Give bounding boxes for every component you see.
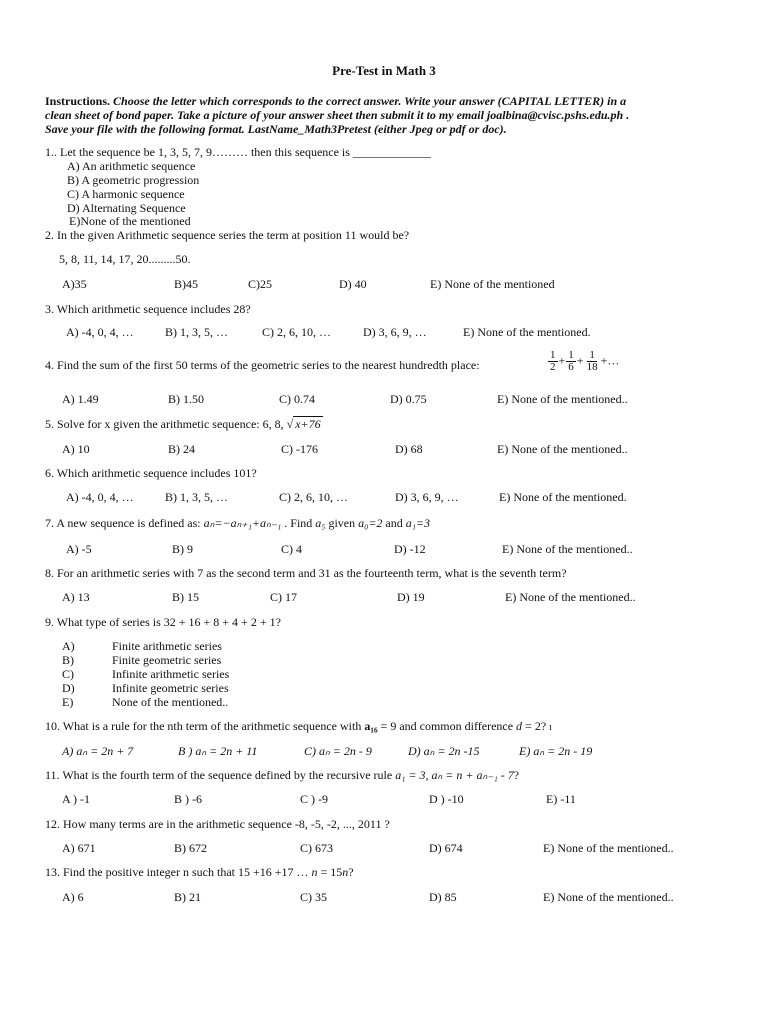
question-7-given-1: a₀=2 [358, 516, 383, 530]
question-6-option-e: E) None of the mentioned. [499, 490, 627, 504]
question-11-line [45, 768, 519, 782]
sqrt-symbol: √ [286, 417, 294, 431]
question-12-option-e: E) None of the mentioned.. [543, 841, 674, 855]
fraction-1-denominator: 2 [550, 361, 556, 373]
question-8-option-a: A) 13 [62, 590, 90, 604]
question-7-text-b: . Find [281, 516, 316, 530]
instructions-line-1 [45, 94, 626, 108]
question-11-option-e: E) -11 [546, 792, 576, 806]
plus-sign: + [576, 353, 584, 368]
question-4-option-c: C) 0.74 [279, 392, 315, 406]
question-1-option-a: A) An arithmetic sequence [67, 159, 196, 173]
question-1-option-c: C) A harmonic sequence [67, 187, 185, 201]
question-9-option-e: None of the mentioned.. [112, 695, 229, 709]
fraction-2-numerator: 1 [568, 349, 574, 361]
fraction-3-numerator: 1 [589, 349, 595, 361]
question-5-option-c: C) -176 [281, 442, 318, 456]
question-3-option-a: A) -4, 0, 4, … [66, 325, 134, 339]
question-7-option-b: B) 9 [172, 542, 193, 556]
question-9-option-d: Infinite geometric series [112, 681, 229, 695]
question-8-option-b: B) 15 [172, 590, 199, 604]
question-12-text: 12. How many terms are in the arithmetic sequence -8, -5, -2, ..., 2011 ? [45, 817, 390, 831]
question-13-option-d: D) 85 [429, 890, 457, 904]
question-11-option-b: B ) -6 [174, 792, 202, 806]
fraction-2 [566, 350, 576, 373]
question-7-option-c: C) 4 [281, 542, 302, 556]
question-4-option-e: E) None of the mentioned.. [497, 392, 628, 406]
question-4-option-b: B) 1.50 [168, 392, 204, 406]
question-5-text: 5. Solve for x given the arithmetic sequence: 6, 8, [45, 417, 284, 431]
question-13-variable-2: n [342, 865, 349, 879]
question-8-option-c: C) 17 [270, 590, 297, 604]
question-4-series [547, 350, 619, 373]
question-12-option-d: D) 674 [429, 841, 463, 855]
question-7-option-a: A) -5 [66, 542, 92, 556]
question-13-text-b: = 15 [317, 865, 343, 879]
question-7-text-d: and [382, 516, 406, 530]
question-7-text-c: given [325, 516, 359, 530]
question-6-option-d: D) 3, 6, 9, … [395, 490, 459, 504]
question-13-line [45, 865, 354, 879]
question-9-letter-d: D) [62, 681, 75, 695]
question-6-option-b: B) 1, 3, 5, … [165, 490, 228, 504]
plus-sign: + [558, 353, 566, 368]
question-3-option-e: E) None of the mentioned. [463, 325, 591, 339]
sqrt-radicand: x+76 [295, 417, 321, 431]
page-title: Pre-Test in Math 3 [332, 63, 436, 78]
question-3-option-b: B) 1, 3, 5, … [165, 325, 228, 339]
question-9-letter-c: C) [62, 667, 74, 681]
question-9-text: 9. What type of series is 32 + 16 + 8 + 4 + 2 + 1? [45, 615, 281, 629]
text-cursor-mark: ı [549, 722, 552, 733]
question-9-letter-b: B) [62, 653, 74, 667]
question-6-text: 6. Which arithmetic sequence includes 101? [45, 466, 257, 480]
question-7-line [45, 516, 430, 530]
question-10-line [45, 719, 552, 735]
question-7-formula: aₙ=−aₙ₊₁+aₙ₋₁ [203, 516, 282, 530]
question-10-option-e: E) aₙ = 2n - 19 [519, 744, 593, 758]
question-10-a-term: a₁₆ [364, 719, 378, 733]
question-10-option-a: A) aₙ = 2n + 7 [62, 744, 134, 758]
question-5-option-a: A) 10 [62, 442, 90, 456]
question-2-sequence: 5, 8, 11, 14, 17, 20.........50. [59, 252, 191, 266]
question-11-option-c: C ) -9 [300, 792, 328, 806]
question-11-rule: a₁ = 3, aₙ = n + aₙ₋₁ - 7 [395, 768, 514, 782]
fraction-3 [585, 350, 600, 373]
question-8-option-e: E) None of the mentioned.. [505, 590, 636, 604]
question-13-text-c: ? [348, 865, 354, 879]
question-2-option-b: B)45 [174, 277, 198, 291]
instructions-text-1: Choose the letter which corresponds to the correct answer. Write your answer (CAPITAL LETTER) in a [110, 94, 627, 108]
question-5-option-b: B) 24 [168, 442, 195, 456]
question-9-option-c: Infinite arithmetic series [112, 667, 230, 681]
question-2-option-a: A)35 [62, 277, 87, 291]
question-1-text: 1.. Let the sequence be 1, 3, 5, 7, 9……… then this sequence is _____________ [45, 145, 431, 159]
question-12-option-b: B) 672 [174, 841, 207, 855]
question-13-option-e: E) None of the mentioned.. [543, 890, 674, 904]
question-8-option-d: D) 19 [397, 590, 425, 604]
question-2-option-c: C)25 [248, 277, 272, 291]
question-12-option-a: A) 671 [62, 841, 96, 855]
question-5-line [45, 417, 323, 431]
question-5-option-d: D) 68 [395, 442, 423, 456]
question-4-option-a: A) 1.49 [62, 392, 99, 406]
ellipsis: … [607, 353, 620, 368]
fraction-3-denominator: 18 [586, 361, 598, 373]
question-9-option-b: Finite geometric series [112, 653, 222, 667]
question-11-option-d: D ) -10 [429, 792, 464, 806]
question-7-option-e: E) None of the mentioned.. [502, 542, 633, 556]
question-13-text-a: 13. Find the positive integer n such that 15 +16 +17 … [45, 865, 312, 879]
question-10-option-b: B ) aₙ = 2n + 11 [178, 744, 258, 758]
question-10-d-term: d [516, 719, 523, 733]
question-7-text-a: 7. A new sequence is defined as: [45, 516, 204, 530]
question-4-option-d: D) 0.75 [390, 392, 427, 406]
question-9-option-a: Finite arithmetic series [112, 639, 222, 653]
plus-sign: + [600, 353, 608, 368]
question-7-option-d: D) -12 [394, 542, 426, 556]
question-3-option-c: C) 2, 6, 10, … [262, 325, 331, 339]
question-11-option-a: A ) -1 [62, 792, 90, 806]
question-10-text-a: 10. What is a rule for the nth term of the arithmetic sequence with [45, 719, 365, 733]
question-1-option-e: E)None of the mentioned [69, 214, 191, 228]
instructions-line-3: Save your file with the following format. LastName_Math3Pretest (either Jpeg or pdf or doc). [45, 122, 507, 136]
question-8-text: 8. For an arithmetic series with 7 as the second term and 31 as the fourteenth term, what is the seventh term? [45, 566, 567, 580]
fraction-2-denominator: 6 [568, 361, 574, 373]
question-9-letter-a: A) [62, 639, 75, 653]
question-11-text-b: ? [513, 768, 520, 782]
instructions-lead: Instructions. [45, 94, 111, 108]
question-10-text-c: = 2? [522, 719, 547, 733]
question-2-option-e: E) None of the mentioned [430, 277, 555, 291]
question-13-variable: n [311, 865, 318, 879]
question-12-option-c: C) 673 [300, 841, 333, 855]
question-11-text-a: 11. What is the fourth term of the sequence defined by the recursive rule [45, 768, 396, 782]
question-2-text: 2. In the given Arithmetic sequence series the term at position 11 would be? [45, 228, 410, 242]
question-6-option-c: C) 2, 6, 10, … [279, 490, 348, 504]
question-7-given-2: a₁=3 [405, 516, 431, 530]
question-2-option-d: D) 40 [339, 277, 367, 291]
fraction-1-numerator: 1 [550, 349, 556, 361]
question-10-option-d: D) aₙ = 2n -15 [408, 744, 480, 758]
question-4-text: 4. Find the sum of the first 50 terms of the geometric series to the nearest hundredth place: [45, 358, 480, 372]
question-13-option-b: B) 21 [174, 890, 201, 904]
question-9-letter-e: E) [62, 695, 74, 709]
square-root [287, 417, 323, 431]
question-7-find: a₅ [315, 516, 326, 530]
question-1-option-d: D) Alternating Sequence [67, 201, 186, 215]
question-6-option-a: A) -4, 0, 4, … [66, 490, 134, 504]
question-3-text: 3. Which arithmetic sequence includes 28? [45, 302, 251, 316]
fraction-1 [548, 350, 558, 373]
question-13-option-a: A) 6 [62, 890, 84, 904]
question-10-text-b: = 9 and common difference [377, 719, 517, 733]
question-3-option-d: D) 3, 6, 9, … [363, 325, 427, 339]
question-1-option-b: B) A geometric progression [67, 173, 200, 187]
question-13-option-c: C) 35 [300, 890, 327, 904]
question-5-option-e: E) None of the mentioned.. [497, 442, 628, 456]
question-10-option-c: C) aₙ = 2n - 9 [304, 744, 372, 758]
instructions-line-2: clean sheet of bond paper. Take a picture of your answer sheet then submit it to my email joalbina@cvisc.pshs.edu.ph . [45, 108, 630, 122]
